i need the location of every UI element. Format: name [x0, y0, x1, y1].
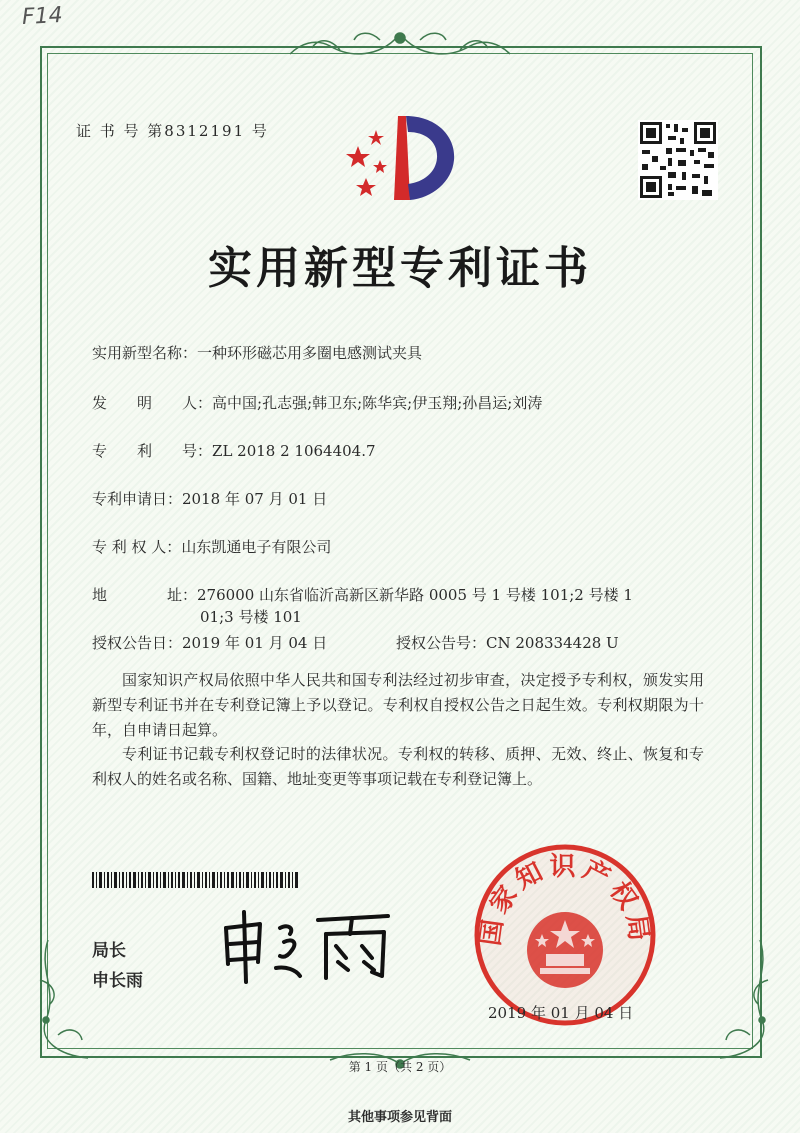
national-emblem-icon — [527, 912, 603, 988]
inventor-label: 发 明 人： — [92, 394, 213, 412]
grant-number-label: 授权公告号： — [396, 634, 487, 652]
top-ornament — [270, 28, 530, 68]
qr-code — [638, 120, 718, 200]
handwritten-signature — [218, 906, 398, 986]
seal-text: 国家知识产权局 — [475, 852, 655, 948]
footer-note: 其他事项参见背面 — [347, 1110, 452, 1125]
grant-number-value: CN 208334428 U — [486, 634, 619, 652]
director-name: 申长雨 — [92, 971, 143, 991]
inventor-row — [92, 392, 542, 413]
grant-number-row — [396, 632, 619, 653]
legal-status-paragraph: 专利证书记载专利权登记时的法律状况。专利权的转移、质押、无效、终止、恢复和专利权人的姓名或名称、国籍、地址变更等事项记载在专利登记簿上。 — [92, 745, 704, 788]
address-value-line1: 276000 山东省临沂高新区新华路 0005 号 1 号楼 101;2 号楼 1 — [197, 586, 633, 604]
director-title: 局长 — [92, 941, 126, 961]
seal-date: 2019 年 01 月 04 日 — [488, 1004, 634, 1022]
utility-model-name-label: 实用新型名称： — [92, 344, 198, 362]
inventor-value: 高中国;孔志强;韩卫东;陈华宾;伊玉翔;孙昌运;刘涛 — [212, 394, 543, 412]
patent-number-value: ZL 2018 2 1064404.7 — [212, 442, 376, 460]
certificate-number: 证 书 号 第8312191 号 — [76, 122, 269, 140]
grant-statement-paragraph: 国家知识产权局依照中华人民共和国专利法经过初步审查，决定授予专利权，颁发实用新型专利证书并在专利登记簿上予以登记。专利权自授权公告之日起生效。专利权期限为十年，自申请日起算。 — [92, 671, 704, 739]
grant-date-row — [92, 632, 327, 653]
grant-date-label: 授权公告日： — [92, 634, 183, 652]
utility-model-name-value: 一种环形磁芯用多圈电感测试夹具 — [197, 344, 423, 362]
patentee-row — [92, 536, 331, 557]
address-row — [92, 584, 633, 605]
address-value-line2: 01;3 号楼 101 — [200, 608, 302, 626]
patent-number-row — [92, 440, 376, 461]
certificate-title: 实用新型专利证书 — [208, 243, 592, 294]
address-label: 地 址： — [92, 586, 198, 604]
handwritten-note: F14 — [21, 2, 64, 31]
filing-date-row — [92, 488, 327, 509]
filing-date-label: 专利申请日： — [92, 490, 183, 508]
patentee-value: 山东凯通电子有限公司 — [181, 538, 332, 556]
utility-model-name-row — [92, 342, 422, 363]
grant-date-value: 2019 年 01 月 04 日 — [182, 634, 328, 652]
page-number: 第 1 页（共 2 页） — [348, 1060, 452, 1074]
patent-office-emblem — [336, 108, 466, 208]
patent-number-label: 专 利 号： — [92, 442, 213, 460]
patentee-label: 专 利 权 人： — [92, 538, 182, 556]
barcode — [92, 872, 298, 888]
corner-ornament-bottom-right — [690, 940, 780, 1070]
filing-date-value: 2018 年 07 月 01 日 — [182, 490, 328, 508]
